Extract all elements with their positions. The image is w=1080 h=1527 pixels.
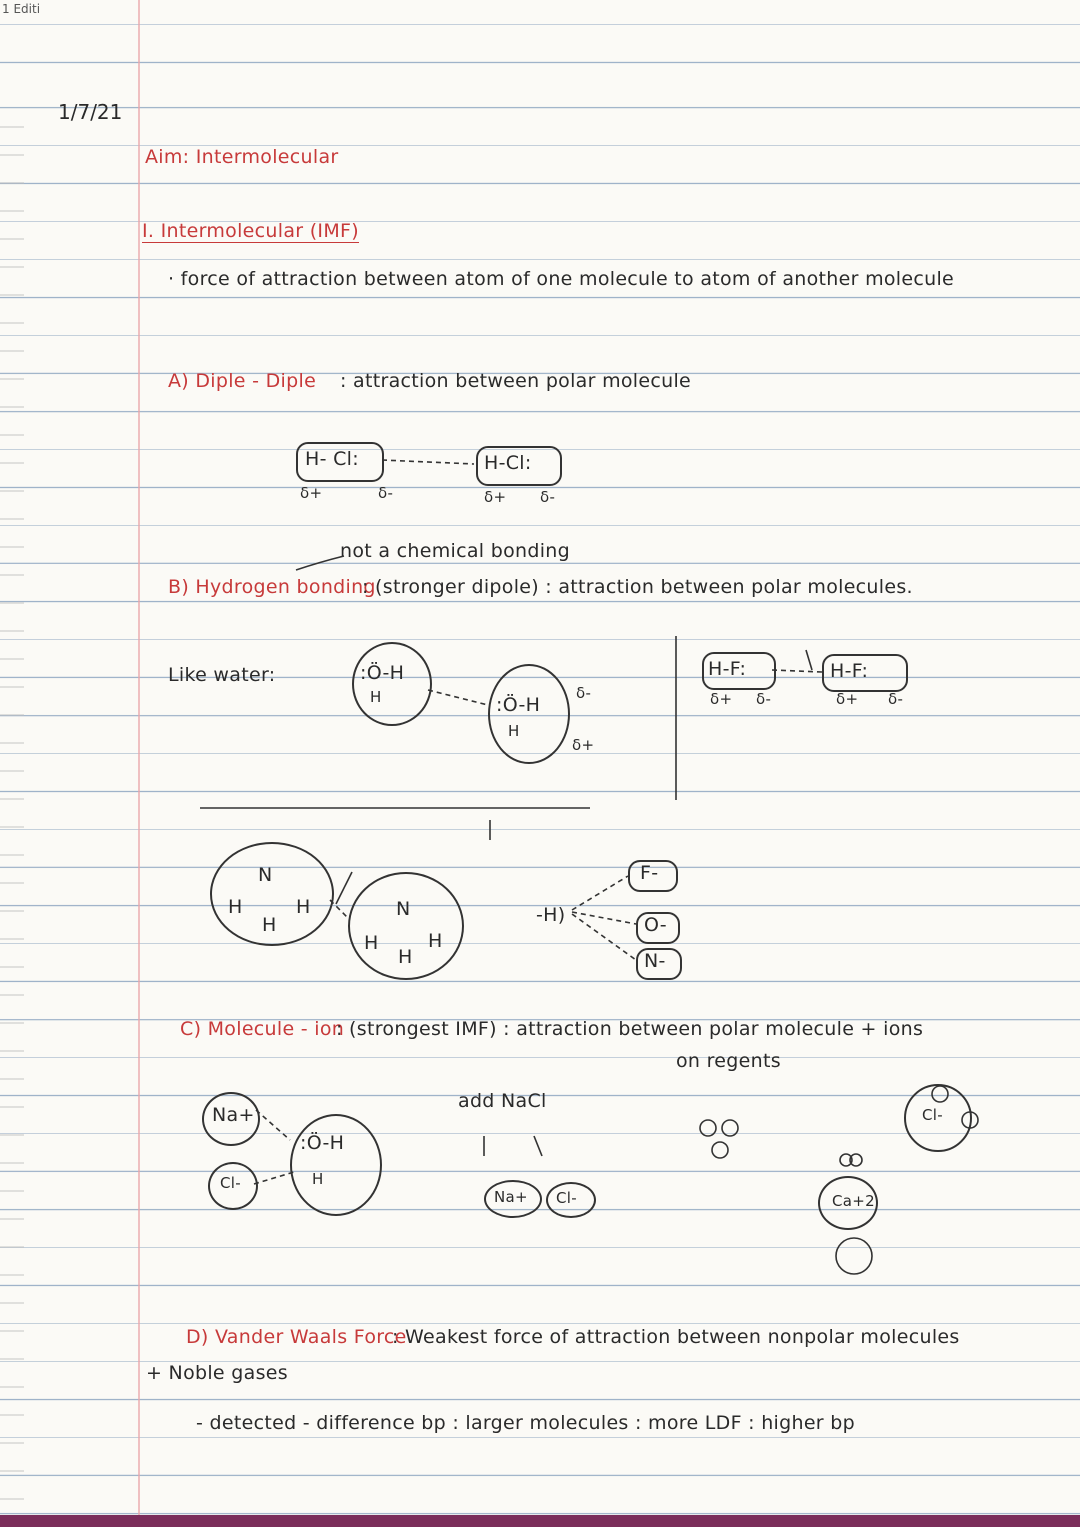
h-bond-hydrogen: -H) bbox=[536, 904, 566, 926]
noble-gases: + Noble gases bbox=[146, 1362, 288, 1384]
water-1-h: H bbox=[370, 688, 382, 706]
water-delta-minus: δ- bbox=[576, 684, 592, 702]
hbond-label: B) Hydrogen bonding bbox=[168, 576, 376, 598]
cl-label: Cl- bbox=[220, 1174, 241, 1192]
on-regents: on regents bbox=[676, 1050, 781, 1072]
hf-delta-minus-2: δ- bbox=[888, 690, 904, 708]
molion-text: : (strongest IMF) : attraction between polar molecule + ions bbox=[336, 1018, 924, 1040]
vdw-text: : Weakest force of attraction between nonpolar molecules bbox=[392, 1326, 960, 1348]
hf-1-label: H-F: bbox=[708, 658, 747, 680]
ammonia-1-n: N bbox=[258, 864, 273, 886]
n-label: N- bbox=[644, 950, 666, 972]
f-label: F- bbox=[640, 862, 659, 884]
ammonia-1-h-left: H bbox=[228, 896, 243, 918]
ammonia-2-h-left: H bbox=[364, 932, 379, 954]
water-delta-plus: δ+ bbox=[572, 736, 595, 754]
vdw-detail: - detected - difference bp : larger molecules : more LDF : higher bp bbox=[196, 1412, 855, 1434]
date: 1/7/21 bbox=[58, 100, 123, 124]
ammonia-2-h-bottom: H bbox=[398, 946, 413, 968]
delta-minus-1: δ- bbox=[378, 484, 394, 502]
dipole-text: : attraction between polar molecule bbox=[340, 370, 692, 392]
dipole-label: A) Diple - Diple bbox=[168, 370, 317, 392]
water-ion-h: H bbox=[312, 1170, 324, 1188]
hf-2-label: H-F: bbox=[830, 660, 869, 682]
na-label: Na+ bbox=[212, 1104, 255, 1126]
ca-label: Ca+2 bbox=[832, 1192, 875, 1210]
app-label: 1 Editi bbox=[2, 2, 41, 16]
aim-heading: Aim: Intermolecular bbox=[145, 146, 339, 168]
water-ion-label: :Ö-H bbox=[300, 1132, 345, 1154]
like-water: Like water: bbox=[168, 664, 276, 686]
cl-side-label: Cl- bbox=[922, 1106, 943, 1124]
water-1-label: :Ö-H bbox=[360, 662, 405, 684]
ammonia-1-h-right: H bbox=[296, 896, 311, 918]
cl-2-label: Cl- bbox=[556, 1189, 577, 1207]
ammonia-2-h-right: H bbox=[428, 930, 443, 952]
hf-delta-plus-1: δ+ bbox=[710, 690, 733, 708]
ammonia-2-n: N bbox=[396, 898, 411, 920]
vdw-label: D) Vander Waals Force bbox=[186, 1326, 407, 1348]
o-label: O- bbox=[644, 914, 667, 936]
hcl-2-label: H-Cl: bbox=[484, 452, 532, 474]
not-chemical-bonding-note: not a chemical bonding bbox=[340, 540, 570, 562]
imf-definition: · force of attraction between atom of one molecule to atom of another molecule bbox=[168, 268, 955, 290]
delta-minus-2: δ- bbox=[540, 488, 556, 506]
add-nacl: add NaCl bbox=[458, 1090, 547, 1112]
na-2-label: Na+ bbox=[494, 1188, 528, 1206]
ammonia-1-h-bottom: H bbox=[262, 914, 277, 936]
molion-label: C) Molecule - ion bbox=[180, 1018, 345, 1040]
hf-delta-minus-1: δ- bbox=[756, 690, 772, 708]
bottom-bar bbox=[0, 1515, 1080, 1527]
delta-plus-1: δ+ bbox=[300, 484, 323, 502]
hcl-1-label: H- Cl: bbox=[305, 448, 359, 470]
water-2-label: :Ö-H bbox=[496, 694, 541, 716]
water-2-h: H bbox=[508, 722, 520, 740]
delta-plus-2: δ+ bbox=[484, 488, 507, 506]
section1-heading: I. Intermolecular (IMF) bbox=[142, 220, 359, 242]
hbond-text: : (stronger dipole) : attraction between polar molecules. bbox=[362, 576, 913, 598]
hf-delta-plus-2: δ+ bbox=[836, 690, 859, 708]
